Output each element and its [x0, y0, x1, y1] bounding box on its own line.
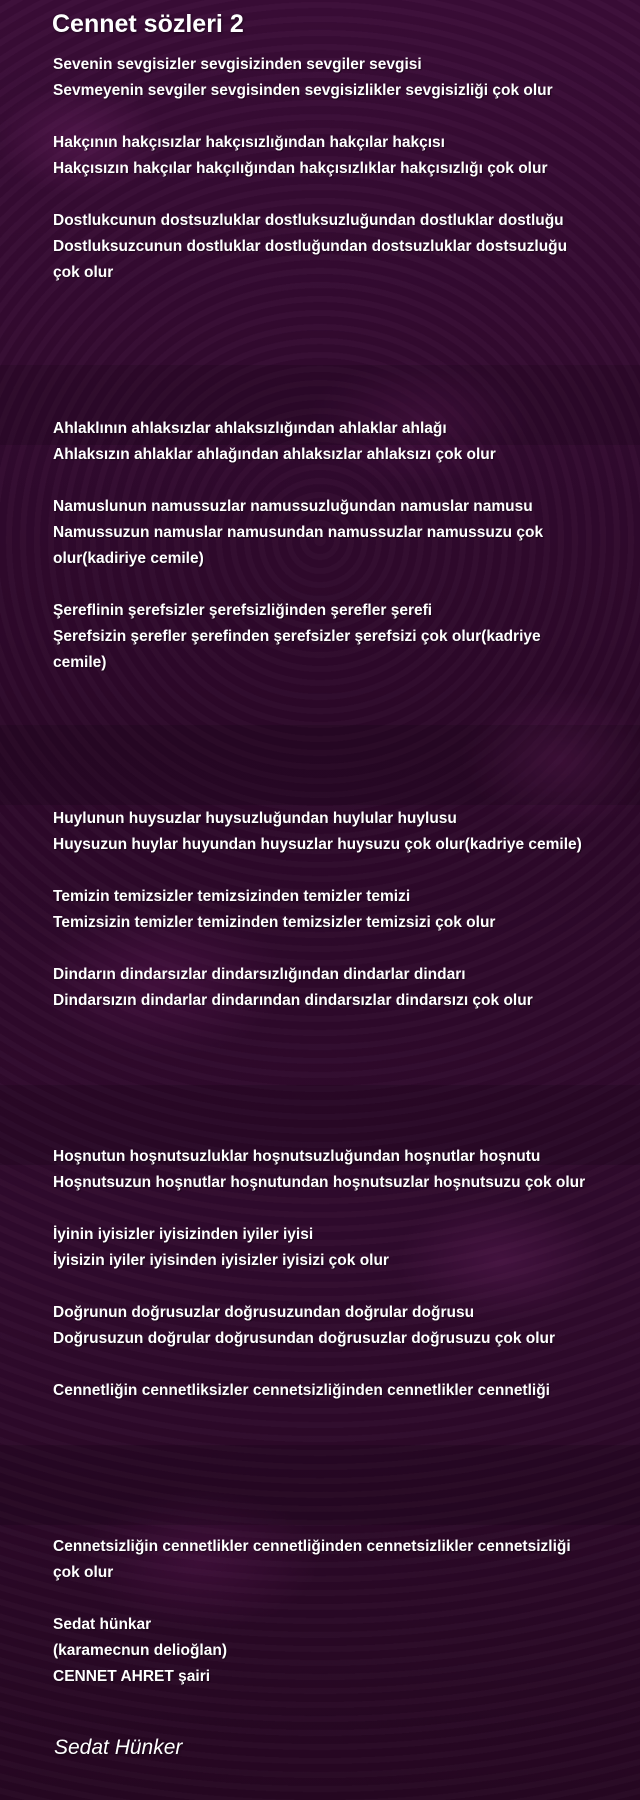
- poem-line: Temizsizin temizler temizinden temizsizler temizsizi çok olur: [53, 914, 496, 931]
- poem-line: Cennetliğin cennetliksizler cennetsizliğinden cennetlikler cennetliği: [53, 1382, 550, 1399]
- poem-line: Temizin temizsizler temizsizinden temizler temizi: [53, 888, 411, 905]
- poem-line: Doğrusuzun doğrular doğrusundan doğrusuzlar doğrusuzu çok olur: [53, 1330, 556, 1347]
- poem-line: Ahlaksızın ahlaklar ahlağından ahlaksızlar ahlaksızı çok olur: [53, 446, 496, 463]
- poem-line: Dostluksuzcunun dostluklar dostluğundan dostsuzluklar dostsuzluğu çok olur: [53, 238, 568, 281]
- poem-line: Ahlaklının ahlaksızlar ahlaksızlığından ahlaklar ahlağı: [53, 420, 447, 437]
- poem-line: Şereflinin şerefsizler şerefsizliğinden şerefler şerefi: [53, 602, 433, 619]
- poem-line: Dindarsızın dindarlar dindarından dindarsızlar dindarsızı çok olur: [53, 992, 533, 1009]
- poem-line: Namuslunun namussuzlar namussuzluğundan namuslar namusu: [53, 498, 533, 515]
- poem-line: Hakçısızın hakçılar hakçılığından hakçısızlıklar hakçısızlığı çok olur: [53, 160, 548, 177]
- poem-title: Cennet sözleri 2: [52, 10, 244, 38]
- poem-line: Huylunun huysuzlar huysuzluğundan huylular huylusu: [53, 810, 457, 827]
- poem-line: Dindarın dindarsızlar dindarsızlığından dindarlar dindarı: [53, 966, 466, 983]
- poem-line: Hoşnutsuzun hoşnutlar hoşnutundan hoşnutsuzlar hoşnutsuzu çok olur: [53, 1174, 586, 1191]
- poem-line: Sevenin sevgisizler sevgisizinden sevgiler sevgisi: [53, 56, 422, 73]
- poem-line: Şerefsizin şerefler şerefinden şerefsizler şerefsizi çok olur(kadriye cemile): [53, 628, 541, 671]
- poem-signature-line: (karamecnun delioğlan): [53, 1642, 227, 1659]
- poem-line: Doğrunun doğrusuzlar doğrusuzundan doğrular doğrusu: [53, 1304, 475, 1321]
- poem-line: Hoşnutun hoşnutsuzluklar hoşnutsuzluğundan hoşnutlar hoşnutu: [53, 1148, 541, 1165]
- poem-line: Huysuzun huylar huyundan huysuzlar huysuzu çok olur(kadriye cemile): [53, 836, 582, 853]
- poem-signature-line: Sedat hünkar: [53, 1616, 152, 1633]
- poem-line: İyisizin iyiler iyisinden iyisizler iyisizi çok olur: [53, 1252, 389, 1269]
- author-name: Sedat Hünker: [54, 1736, 183, 1759]
- poem-line: Dostlukcunun dostsuzluklar dostluksuzluğundan dostluklar dostluğu: [53, 212, 564, 229]
- poem-line: Hakçının hakçısızlar hakçısızlığından hakçılar hakçısı: [53, 134, 445, 151]
- poem-line: Cennetsizliğin cennetlikler cennetliğinden cennetsizlikler cennetsizliği çok olur: [53, 1538, 571, 1581]
- poem-line: Namussuzun namuslar namusundan namussuzlar namussuzu çok olur(kadiriye cemile): [53, 524, 544, 567]
- poem-line: Sevmeyenin sevgiler sevgisinden sevgisizlikler sevgisizliği çok olur: [53, 82, 553, 99]
- poem-line: İyinin iyisizler iyisizinden iyiler iyisi: [53, 1226, 314, 1243]
- poem-signature-line: CENNET AHRET şairi: [53, 1668, 211, 1685]
- poem-body: [53, 52, 640, 1690]
